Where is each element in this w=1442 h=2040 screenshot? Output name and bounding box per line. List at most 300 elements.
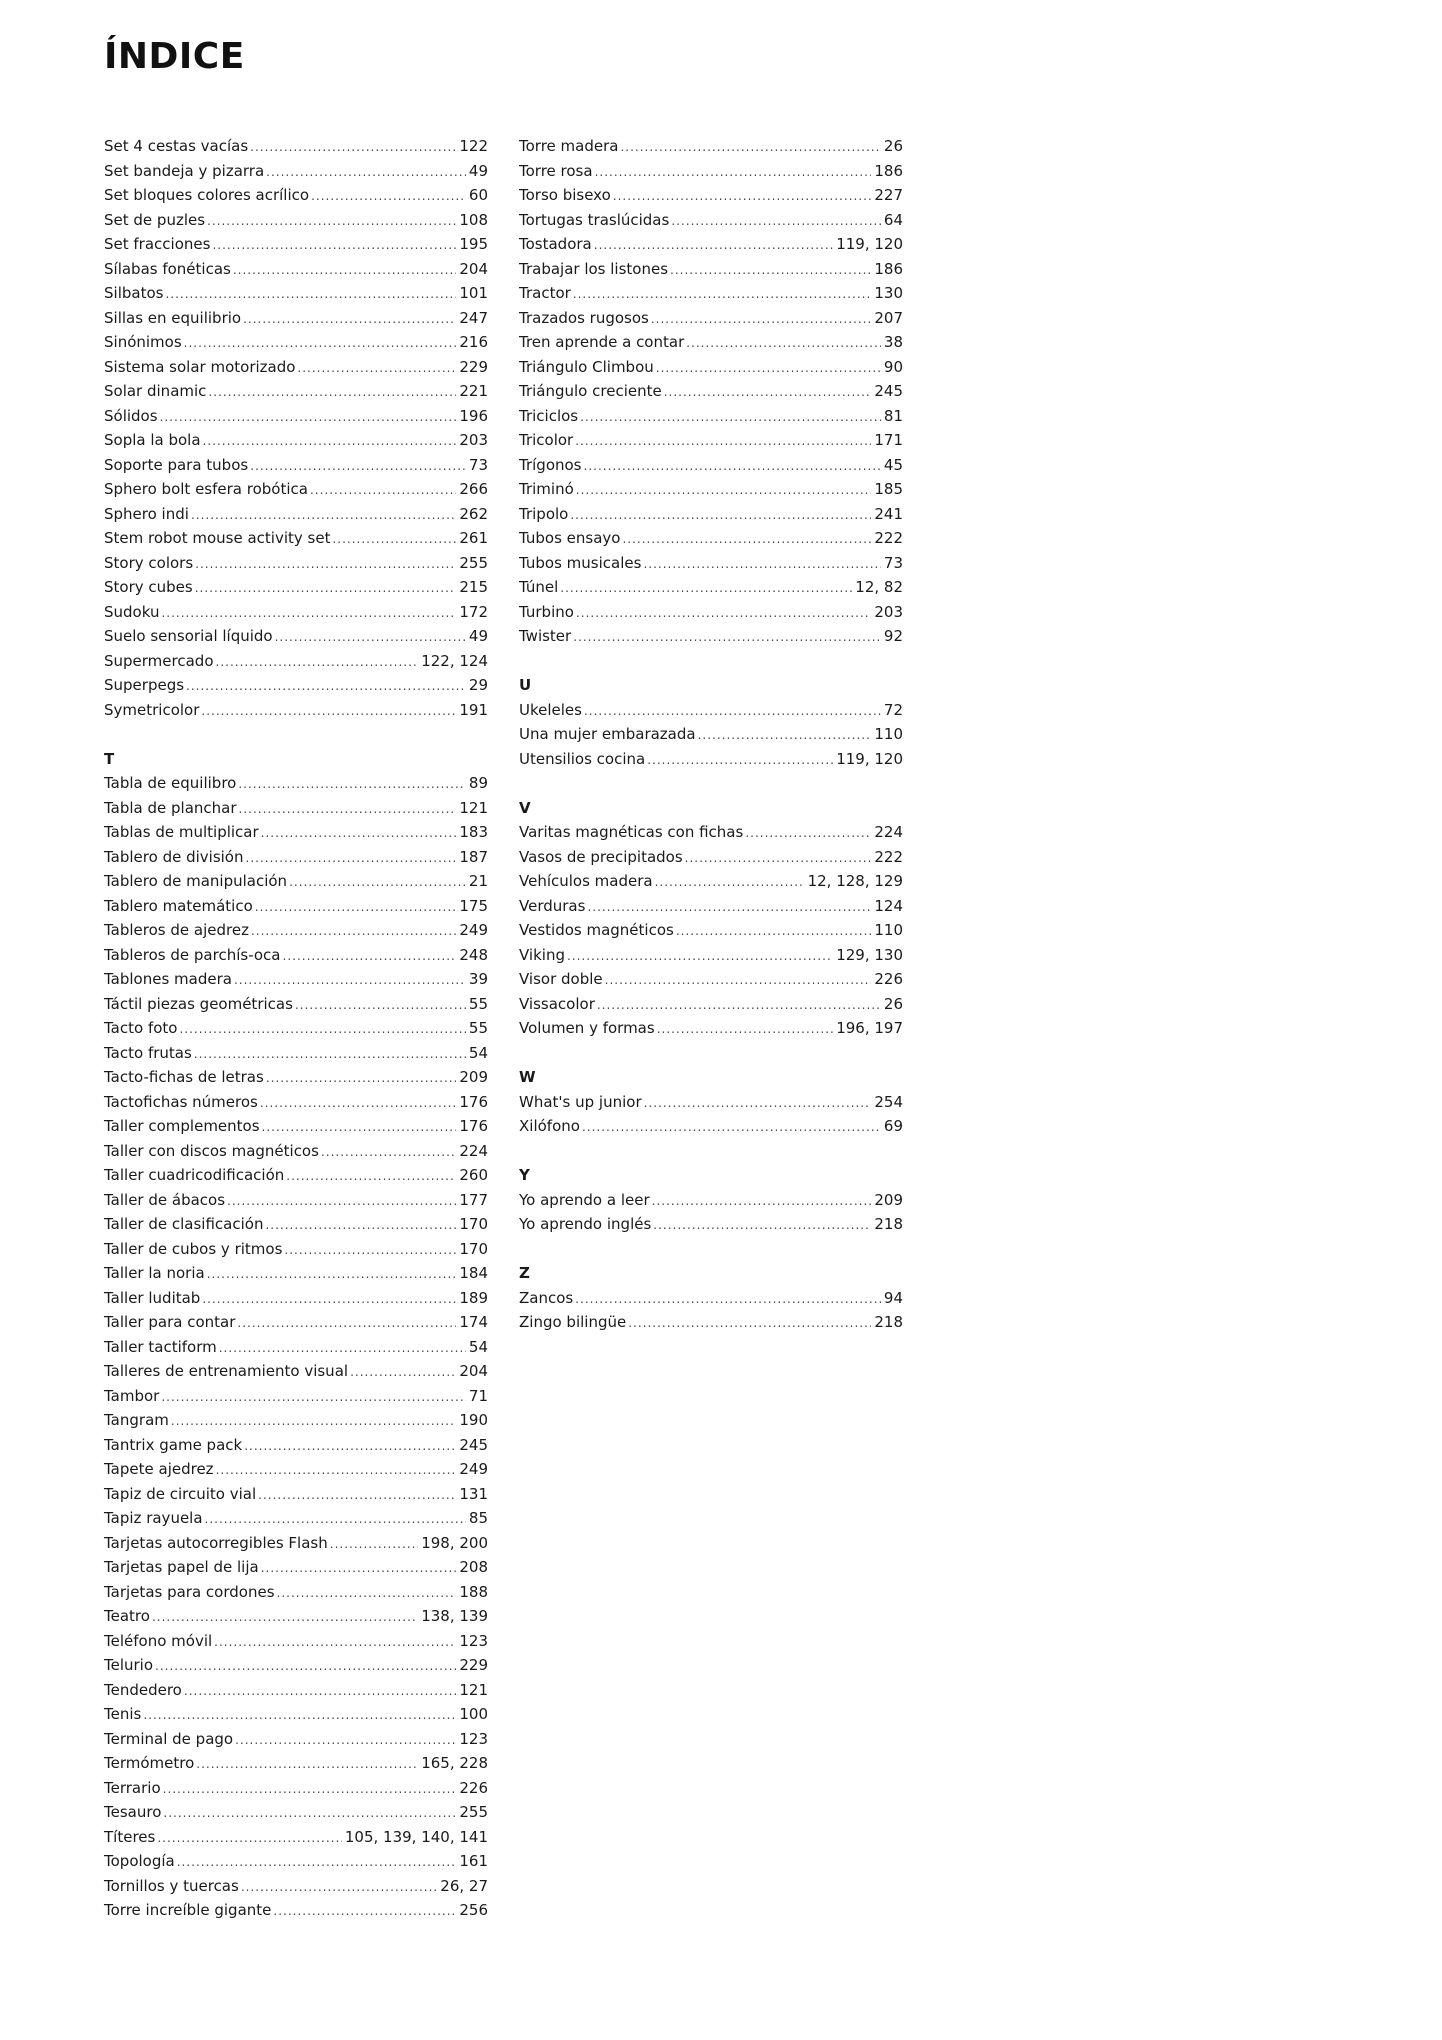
entry-name: Sinónimos [104,333,182,351]
entry-name: Set bandeja y pizarra [104,161,265,180]
entry-name: Taller con discos magnéticos [104,1141,319,1160]
dot-leader [653,1213,871,1238]
entry-name: Tantrix game pack [104,1435,243,1454]
index-entry [519,845,903,870]
entry-pages: 29 [468,676,488,694]
entry-name: Symetricolor [104,700,200,719]
entry-pages: 255 [459,553,488,572]
index-entry [104,1041,488,1066]
index-entry [104,379,488,404]
index-entry [519,208,903,233]
index-entry [104,1310,488,1335]
index-entry [519,1090,903,1115]
entry-pages: 256 [459,1901,488,1919]
dot-leader [160,405,457,430]
entry-pages: 248 [459,945,488,964]
dot-leader [745,821,871,846]
entry-name: Taller tactiform [104,1337,217,1356]
entry-pages: 26, 27 [440,1876,488,1895]
entry-pages: 249 [459,921,488,939]
section-letter: V [519,798,531,817]
dot-leader [195,576,457,601]
dot-leader [350,1360,456,1385]
dot-leader [576,601,871,626]
dot-leader [239,797,457,822]
index-entry [519,281,903,306]
entry-pages: 26 [883,994,903,1013]
entry-name: Tesauro [104,1803,162,1821]
entry-name: Tarjetas autocorregibles Flash [104,1533,328,1552]
dot-leader [266,1066,457,1091]
entry-pages: 130 [874,284,903,302]
index-entry [519,134,903,159]
index-entry [104,477,488,502]
index-entry [104,1874,488,1899]
entry-pages: 12, 82 [855,578,903,596]
dot-leader [177,1850,457,1875]
entry-name: Tangram [104,1411,169,1429]
section-spacer [519,771,903,796]
dot-leader [286,1164,456,1189]
entry-pages: 227 [874,186,903,204]
dot-leader [644,1091,872,1116]
index-entry [104,943,488,968]
entry-pages: 26 [883,137,903,155]
entry-pages: 187 [459,847,488,866]
entry-pages: 122, 124 [421,651,488,670]
entry-pages: 204 [459,259,488,278]
entry-pages: 49 [468,627,488,645]
dot-leader [246,846,457,871]
entry-name: Talleres de entrenamiento visual [104,1362,349,1380]
index-entry [519,183,903,208]
dot-leader [584,699,881,724]
entry-pages: 54 [468,1043,488,1062]
dot-leader [202,1287,456,1312]
entry-pages: 174 [459,1313,488,1331]
entry-name: Teatro [104,1607,150,1625]
index-entry [519,1016,903,1041]
dot-leader [671,209,881,234]
index-entry [104,404,488,429]
index-entry [104,306,488,331]
index-entry [104,869,488,894]
index-entry [104,1727,488,1752]
entry-name: Sillas en equilibrio [104,308,242,327]
dot-leader [195,552,456,577]
dot-leader [283,944,457,969]
entry-pages: 161 [459,1852,488,1870]
entry-name: Táctil piezas geométricas [104,994,293,1013]
index-entry [519,1310,903,1335]
index-entry [104,624,488,649]
entry-name: Supermercado [104,651,214,670]
entry-name: Tactofichas números [104,1092,258,1111]
index-entry [104,1286,488,1311]
index-entry [104,1531,488,1556]
entry-pages: 110 [874,921,903,939]
entry-name: Visor doble [519,970,603,988]
entry-name: Terminal de pago [104,1729,234,1748]
index-entry [104,1825,488,1850]
entry-pages: 72 [883,700,903,719]
index-entry [104,918,488,943]
index-entry [519,404,903,429]
entry-name: Tabla de equilibro [104,774,237,792]
entry-name: Tubos musicales [519,553,642,572]
entry-pages: 177 [459,1190,488,1209]
entry-pages: 209 [459,1068,488,1086]
index-entry [519,428,903,453]
entry-name: Torre rosa [519,161,593,180]
entry-name: Soporte para tubos [104,455,249,474]
entry-pages: 110 [874,725,903,743]
entry-name: Taller de ábacos [104,1190,226,1209]
dot-leader [284,1238,456,1263]
dot-leader [261,1556,457,1581]
entry-name: Vestidos magnéticos [519,921,674,939]
dot-leader [205,1507,466,1532]
entry-pages: 131 [459,1484,488,1503]
entry-pages: 129, 130 [836,945,903,964]
index-entry [519,918,903,943]
index-entry [519,869,903,894]
index-entry [104,1237,488,1262]
entry-name: Taller complementos [104,1117,260,1135]
entry-pages: 226 [459,1778,488,1797]
entry-name: Teléfono móvil [104,1631,213,1650]
entry-pages: 226 [874,970,903,988]
index-entry [519,477,903,502]
section-letter: Y [519,1166,530,1184]
entry-pages: 184 [459,1264,488,1282]
entry-pages: 203 [874,602,903,621]
dot-leader [597,993,881,1018]
dot-leader [250,135,456,160]
entry-pages: 189 [459,1288,488,1307]
index-entry [519,453,903,478]
dot-leader [216,650,419,675]
entry-name: Yo aprendo a leer [519,1190,650,1209]
index-entry [104,1629,488,1654]
entry-pages: 172 [459,602,488,621]
dot-leader [244,1434,456,1459]
dot-leader [234,968,466,993]
dot-leader [575,429,871,454]
dot-leader [201,699,456,724]
entry-name: Sphero bolt esfera robótica [104,480,308,498]
dot-leader [651,307,872,332]
dot-leader [163,1777,457,1802]
entry-pages: 203 [459,431,488,449]
index-entry [519,330,903,355]
dot-leader [243,307,456,332]
index-entry [104,1188,488,1213]
entry-name: Turbino [519,602,574,621]
entry-name: Tablas de multiplicar [104,823,259,841]
dot-leader [670,258,871,283]
index-entry [519,232,903,257]
dot-leader [238,772,466,797]
index-entry [104,1776,488,1801]
entry-pages: 121 [459,798,488,817]
entry-pages: 207 [874,308,903,327]
entry-name: Zancos [519,1288,574,1307]
dot-leader [652,1189,872,1214]
dot-leader [297,356,456,381]
entry-name: Tableros de ajedrez [104,921,249,939]
section-spacer [519,1139,903,1164]
index-entry [104,330,488,355]
index-entry [104,183,488,208]
entry-pages: 261 [459,529,488,547]
index-entry [519,575,903,600]
entry-name: Zingo bilingüe [519,1313,627,1331]
dot-leader [251,919,456,944]
entry-pages: 69 [883,1117,903,1135]
entry-name: Tapiz rayuela [104,1509,203,1527]
entry-name: Yo aprendo inglés [519,1215,652,1233]
index-entry [104,673,488,698]
index-entry [519,355,903,380]
index-entry [519,943,903,968]
dot-leader [194,1042,466,1067]
dot-leader [311,184,466,209]
index-entry [519,624,903,649]
index-column-left [104,134,488,1923]
dot-leader [647,748,833,773]
entry-name: Tren aprende a contar [519,333,685,351]
entry-pages: 21 [468,872,488,890]
entry-name: Set fracciones [104,235,211,253]
entry-pages: 229 [459,1656,488,1674]
entry-pages: 73 [883,553,903,572]
entry-pages: 224 [874,823,903,841]
dot-leader [212,233,456,258]
entry-pages: 92 [883,627,903,645]
entry-pages: 12, 128, 129 [807,872,903,890]
index-entry [519,698,903,723]
entry-name: Tornillos y tuercas [104,1876,239,1895]
index-entry [104,551,488,576]
entry-name: Trígonos [519,455,582,474]
entry-pages: 89 [468,774,488,792]
dot-leader [584,454,881,479]
index-entry [104,1604,488,1629]
dot-leader [219,1336,466,1361]
dot-leader [595,160,872,185]
entry-pages: 176 [459,1117,488,1135]
entry-pages: 241 [874,504,903,523]
index-entry [104,526,488,551]
section-letter: Z [519,1264,530,1282]
entry-pages: 119, 120 [836,235,903,253]
index-entry [519,600,903,625]
entry-pages: 170 [459,1239,488,1258]
entry-name: Triángulo Climbou [519,357,654,376]
index-entry [104,698,488,723]
index-entry [104,1261,488,1286]
dot-leader [260,1091,457,1116]
entry-pages: 49 [468,161,488,180]
entry-name: Tablones madera [104,970,232,988]
dot-leader [567,944,833,969]
index-entry [104,1408,488,1433]
entry-pages: 204 [459,1362,488,1380]
entry-name: Taller para contar [104,1313,236,1331]
index-entry [104,1359,488,1384]
entry-pages: 123 [459,1631,488,1650]
entry-name: Volumen y formas [519,1019,655,1037]
entry-name: Títeres [104,1827,156,1846]
index-entry [519,967,903,992]
index-entry [104,453,488,478]
entry-name: Varitas magnéticas con fichas [519,823,744,841]
dot-leader [657,1017,834,1042]
entry-name: Tabla de planchar [104,798,237,817]
index-entry [519,379,903,404]
entry-name: Taller de clasificación [104,1215,264,1233]
entry-name: Sistema solar motorizado [104,357,296,376]
dot-leader [575,1287,881,1312]
dot-leader [580,405,881,430]
entry-pages: 188 [459,1582,488,1601]
dot-leader [241,1875,437,1900]
dot-leader [157,1826,342,1851]
entry-name: Taller la noria [104,1264,205,1282]
index-entry [519,551,903,576]
dot-leader [186,674,466,699]
dot-leader [196,1752,418,1777]
entry-name: Telurio [104,1656,154,1674]
dot-leader [321,1140,456,1165]
index-entry [519,747,903,772]
dot-leader [184,331,457,356]
entry-name: Xilófono [519,1117,580,1135]
dot-leader [664,380,872,405]
index-entry [104,1506,488,1531]
entry-pages: 39 [468,970,488,988]
index-entry [519,722,903,747]
entry-name: Tablero de división [104,847,244,866]
entry-name: Solar dinamic [104,382,207,400]
entry-name: Tricolor [519,431,574,449]
entry-name: Tortugas traslúcidas [519,210,670,229]
section-letter: U [519,676,532,694]
dot-leader [191,503,456,528]
entry-pages: 224 [459,1141,488,1160]
index-entry [104,159,488,184]
dot-leader [163,1801,456,1826]
entry-pages: 195 [459,235,488,253]
dot-leader [620,135,880,160]
entry-pages: 38 [883,333,903,351]
entry-pages: 165, 228 [421,1754,488,1772]
dot-leader [152,1605,418,1630]
entry-name: Sílabas fonéticas [104,259,231,278]
entry-pages: 105, 139, 140, 141 [344,1827,488,1846]
entry-name: Trazados rugosos [519,308,649,327]
index-entry [104,992,488,1017]
index-entry [104,600,488,625]
entry-name: Túnel [519,578,559,596]
entry-pages: 170 [459,1215,488,1233]
dot-leader [582,1115,881,1140]
index-entry [104,208,488,233]
entry-name: Taller de cubos y ritmos [104,1239,283,1258]
dot-leader [573,282,872,307]
index-entry [519,992,903,1017]
entry-name: Triminó [519,480,574,498]
entry-pages: 222 [874,529,903,547]
dot-leader [676,919,872,944]
entry-pages: 222 [874,847,903,866]
entry-name: Set 4 cestas vacías [104,137,249,155]
dot-leader [208,380,456,405]
entry-name: Tarjetas papel de lija [104,1558,259,1576]
entry-pages: 55 [468,994,488,1013]
section-spacer [519,1041,903,1066]
entry-name: Vasos de precipitados [519,847,683,866]
entry-name: Torso bisexo [519,186,611,204]
entry-name: Trabajar los listones [519,259,669,278]
page-title: ÍNDICE [104,36,245,77]
entry-name: Superpegs [104,676,185,694]
entry-pages: 119, 120 [836,749,903,768]
dot-leader [237,1311,456,1336]
entry-pages: 55 [468,1019,488,1037]
entry-name: Torre madera [519,137,619,155]
index-entry [519,1286,903,1311]
entry-name: Taller luditab [104,1288,201,1307]
index-entry [104,232,488,257]
entry-name: Silbatos [104,284,164,302]
entry-pages: 249 [459,1460,488,1478]
entry-pages: 255 [459,1803,488,1821]
entry-name: Story colors [104,553,194,572]
dot-leader [576,478,872,503]
entry-pages: 183 [459,823,488,841]
entry-pages: 245 [459,1435,488,1454]
dot-leader [330,1532,418,1557]
dot-leader [613,184,872,209]
index-entry [104,796,488,821]
dot-leader [233,258,457,283]
index-entry [519,257,903,282]
index-entry [519,502,903,527]
dot-leader [310,478,456,503]
dot-leader [275,625,466,650]
index-entry [519,526,903,551]
entry-pages: 175 [459,896,488,915]
index-entry [104,1482,488,1507]
entry-pages: 209 [874,1190,903,1209]
dot-leader [207,209,456,234]
index-entry [104,281,488,306]
entry-pages: 185 [874,480,903,498]
dot-leader [266,160,466,185]
index-entry [104,1800,488,1825]
index-entry [104,1090,488,1115]
index-entry [104,1702,488,1727]
index-entry [519,1212,903,1237]
dot-leader [250,454,466,479]
entry-pages: 122 [459,137,488,155]
dot-leader [161,601,456,626]
entry-name: Set de puzles [104,210,206,229]
entry-pages: 138, 139 [421,1607,488,1625]
dot-leader [214,1630,456,1655]
